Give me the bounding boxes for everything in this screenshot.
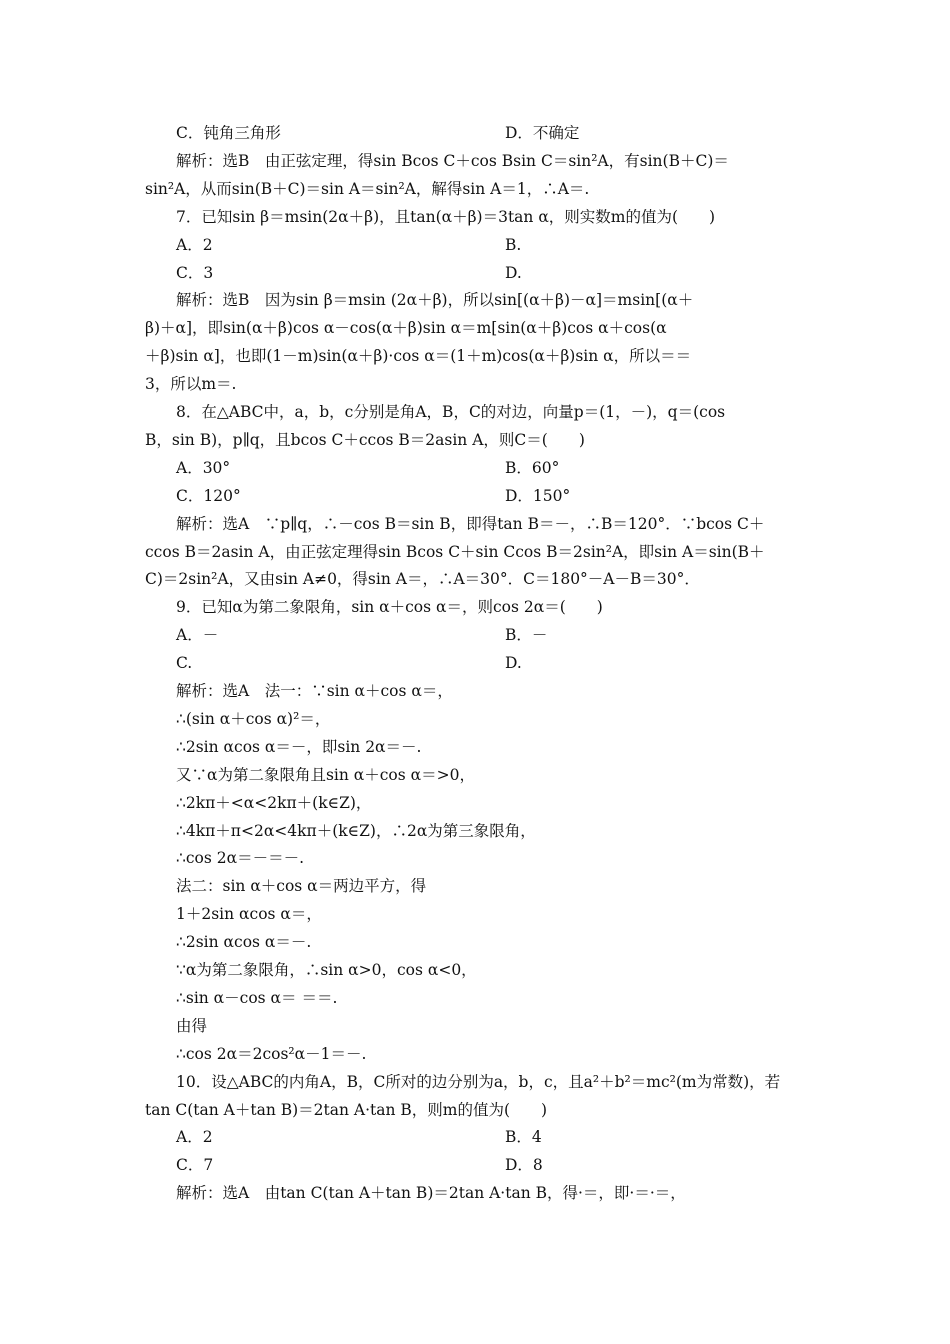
text-line	[0, 789, 950, 817]
text-line	[0, 538, 950, 566]
paragraph-line: ∵α为第二象限角，∴sin α>0，cos α<0，	[176, 961, 477, 979]
paragraph-continuation: β)＋α]，即sin(α＋β)cos α－cos(α＋β)sin α＝m[sin(α＋β)cos α＋cos(α	[145, 319, 667, 338]
paragraph-line: ∴cos 2α＝2cos²α－1＝－.	[176, 1044, 367, 1063]
text-line	[0, 733, 950, 761]
text-line	[0, 817, 950, 845]
text-line	[0, 984, 950, 1012]
text-line	[0, 593, 950, 621]
option-right: B．60°	[505, 458, 560, 477]
option-left: C．3	[176, 263, 214, 282]
option-left: C．120°	[176, 486, 241, 505]
text-line	[0, 1179, 950, 1207]
paragraph-line: 9．已知α为第二象限角，sin α＋cos α＝，则cos 2α＝( )	[176, 598, 603, 617]
text-line	[0, 1151, 950, 1179]
option-left: A．2	[176, 235, 213, 254]
text-line	[0, 175, 950, 203]
option-left: A．30°	[176, 458, 231, 477]
paragraph-line: 7．已知sin β＝msin(2α＋β)，且tan(α＋β)＝3tan α，则实数m的值为( )	[176, 207, 716, 226]
paragraph-line: ∴4kπ＋π<2α<4kπ＋(k∈Z)，∴2α为第三象限角，	[176, 821, 536, 840]
paragraph-continuation: C)＝2sin²A，又由sin A≠0，得sin A＝，∴A＝30°．C＝180°－A－B＝30°．	[145, 570, 700, 589]
text-line	[0, 844, 950, 872]
text-line	[0, 286, 950, 314]
text-line	[0, 231, 950, 259]
text-line	[0, 1123, 950, 1151]
paragraph-line: ∴2kπ＋<α<2kπ＋(k∈Z)，	[176, 793, 372, 812]
paragraph-line: 1＋2sin αcos α＝，	[176, 905, 322, 924]
paragraph-line: 解析：选A ∵p∥q，∴－cos B＝sin B，即得tan B＝－，∴B＝120°．∵bcos C＋	[176, 514, 765, 533]
text-line	[0, 900, 950, 928]
option-left: C.	[176, 654, 193, 673]
text-line	[0, 956, 950, 984]
text-line	[0, 398, 950, 426]
paragraph-continuation: ＋β)sin α]，也即(1－m)sin(α＋β)·cos α＝(1＋m)cos(α＋β)sin α，所以＝＝	[145, 347, 692, 366]
text-line	[0, 1096, 950, 1124]
paragraph-line: 8．在△ABC中，a，b，c分别是角A，B，C的对边，向量p＝(1，－)，q＝(cos	[176, 403, 726, 421]
text-line	[0, 426, 950, 454]
option-left: A．2	[176, 1128, 213, 1147]
text-line	[0, 677, 950, 705]
text-line	[0, 259, 950, 287]
text-line	[0, 872, 950, 900]
option-right: B.	[505, 235, 522, 254]
text-line	[0, 1012, 950, 1040]
paragraph-continuation: 3，所以m＝.	[145, 375, 237, 394]
text-line	[0, 314, 950, 342]
option-right: D．150°	[505, 486, 571, 505]
option-left: A．－	[176, 626, 219, 645]
text-line	[0, 203, 950, 231]
text-line	[0, 370, 950, 398]
paragraph-line: 10．设△ABC的内角A，B，C所对的边分别为a，b，c，且a²＋b²＝mc²(m为常数)，若	[176, 1072, 781, 1091]
option-right: D.	[505, 654, 522, 673]
paragraph-line: 解析：选A 法一：∵sin α＋cos α＝，	[176, 682, 453, 700]
paragraph-continuation: sin²A，从而sin(B＋C)＝sin A＝sin²A，解得sin A＝1，∴A＝.	[145, 179, 590, 198]
text-line	[0, 928, 950, 956]
text-line	[0, 1068, 950, 1096]
paragraph-line: ∴2sin αcos α＝－.	[176, 933, 312, 952]
paragraph-line: ∴sin α－cos α＝ ＝＝.	[176, 988, 338, 1007]
paragraph-continuation: tan C(tan A＋tan B)＝2tan A·tan B，则m的值为( )	[145, 1100, 548, 1119]
text-line	[0, 761, 950, 789]
text-line	[0, 621, 950, 649]
paragraph-line: ∴cos 2α＝－＝－.	[176, 849, 305, 868]
text-line	[0, 119, 950, 147]
text-line	[0, 705, 950, 733]
option-right: D．不确定	[505, 124, 580, 142]
option-right: D.	[505, 263, 522, 282]
paragraph-line: 又∵α为第二象限角且sin α＋cos α＝>0，	[176, 765, 475, 784]
text-line	[0, 565, 950, 593]
option-right: B．4	[505, 1128, 542, 1147]
paragraph-continuation: ccos B＝2asin A，由正弦定理得sin Bcos C＋sin Ccos B＝2sin²A，即sin A＝sin(B＋	[145, 542, 765, 561]
paragraph-line: 解析：选B 因为sin β＝msin (2α＋β)，所以sin[(α＋β)－α]＝msin[(α＋	[176, 291, 694, 310]
option-left: C．钝角三角形	[176, 124, 281, 142]
paragraph-line: 法二：sin α＋cos α＝两边平方，得	[176, 877, 427, 896]
text-line	[0, 1040, 950, 1068]
paragraph-line: 由得	[176, 1016, 208, 1035]
option-right: D．8	[505, 1156, 543, 1175]
text-line	[0, 482, 950, 510]
text-line	[0, 342, 950, 370]
option-left: C．7	[176, 1156, 214, 1175]
paragraph-line: ∴2sin αcos α＝－，即sin 2α＝－.	[176, 737, 422, 756]
paragraph-continuation: B，sin B)，p∥q，且bcos C＋ccos B＝2asin A，则C＝( )	[145, 430, 585, 449]
paragraph-line: 解析：选A 由tan C(tan A＋tan B)＝2tan A·tan B，得·＝，即·＝·＝，	[176, 1184, 686, 1203]
text-line	[0, 147, 950, 175]
paragraph-line: ∴(sin α＋cos α)²＝，	[176, 709, 331, 728]
text-line	[0, 510, 950, 538]
text-line	[0, 649, 950, 677]
option-right: B．－	[505, 626, 548, 645]
text-line	[0, 454, 950, 482]
paragraph-line: 解析：选B 由正弦定理，得sin Bcos C＋cos Bsin C＝sin²A，有sin(B＋C)＝	[176, 151, 729, 170]
